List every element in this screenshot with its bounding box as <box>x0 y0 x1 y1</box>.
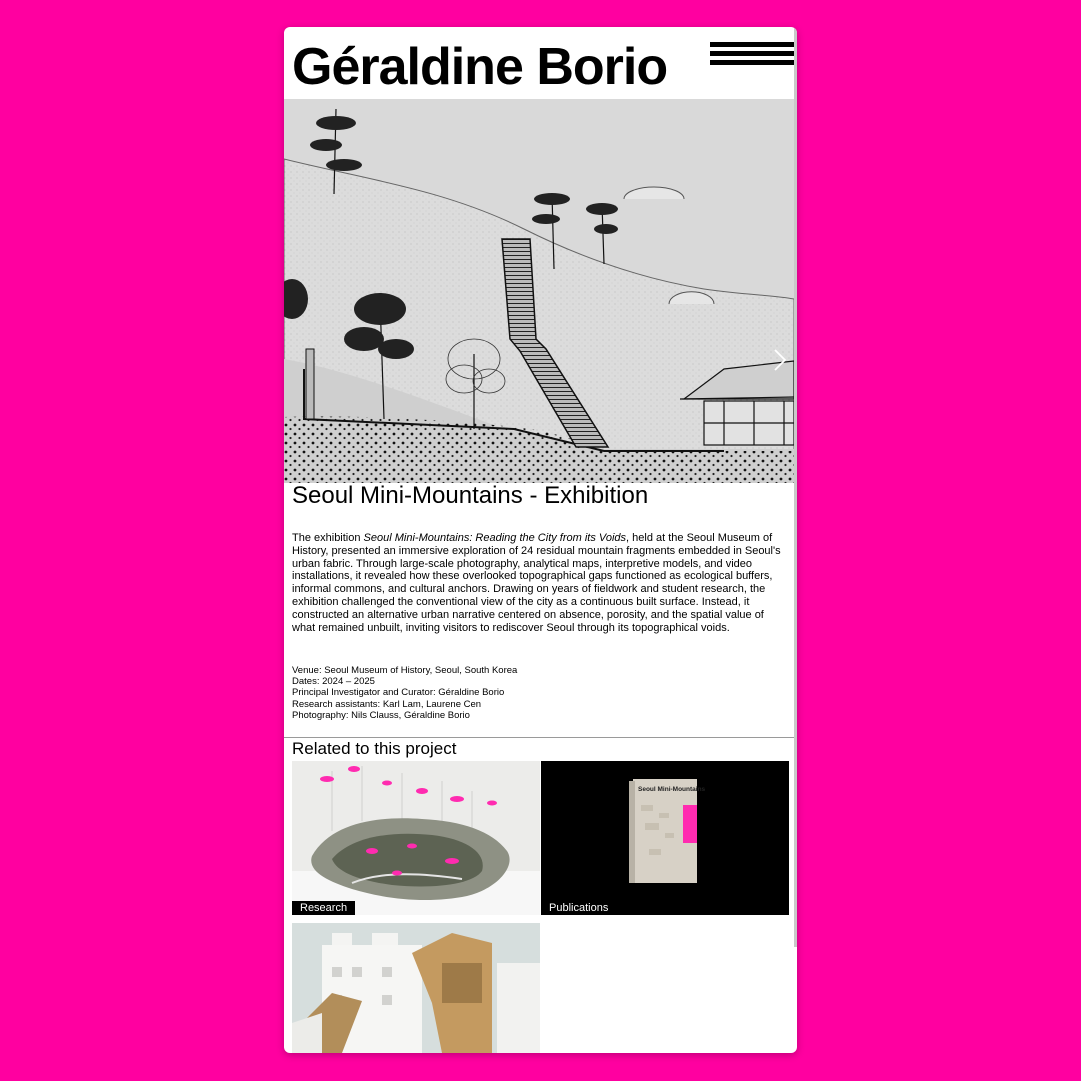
publication-book-image <box>541 761 789 915</box>
related-card-research[interactable] <box>292 761 540 915</box>
related-card-publications[interactable] <box>541 761 789 915</box>
research-map-image <box>292 761 540 915</box>
menu-bar-top <box>710 42 796 47</box>
credit-venue: Venue: Seoul Museum of History, Seoul, South Korea <box>292 665 518 676</box>
credit-dates: Dates: 2024 – 2025 <box>292 676 375 688</box>
browser-viewport <box>284 27 797 1053</box>
credit-research-assistants: Research assistants: Karl Lam, Laurene Cen <box>292 698 482 710</box>
menu-bar-bottom <box>710 60 796 65</box>
credit-curator: Principal Investigator and Curator: Géraldine Borio <box>292 687 505 699</box>
credit-photography: Photography: Nils Clauss, Géraldine Borio <box>292 709 470 721</box>
related-card-model[interactable] <box>292 923 540 1053</box>
hamburger-menu-icon[interactable] <box>710 42 796 74</box>
related-card-label[interactable]: Research <box>292 901 355 915</box>
hero-image-slider[interactable] <box>284 99 794 483</box>
related-section-title: Related to this project <box>292 739 457 758</box>
project-credits <box>292 665 788 721</box>
chevron-right-icon[interactable] <box>772 347 788 373</box>
scrollbar[interactable] <box>794 27 797 947</box>
hero-drawing <box>284 99 794 483</box>
site-header <box>284 27 797 99</box>
menu-bar-middle <box>710 51 796 56</box>
project-title: Seoul Mini-Mountains - Exhibition <box>292 482 649 509</box>
description-body: , held at the Seoul Museum of History, presented an immersive exploration of 24 residual mountain fragments embedded in Seoul's urban fabric. Through large-scale photography, analytical maps, interpretive models, and video installations, it revealed how these overlooked topographical gaps functioned as ecological buffers, informal commons, and cultural anchors. Drawing on years of fieldwork and student research, the exhibition challenged the conventional view of the city as a continuous built surface. Instead, it constructed an alternative urban narrative centered on absence, porosity, and the spatial value of what remained unbuilt, inviting visitors to rediscover Seoul through its topographical voids. <box>292 532 781 634</box>
architectural-model-image <box>292 923 540 1053</box>
site-title[interactable]: Géraldine Borio <box>292 38 668 96</box>
project-description <box>292 532 788 634</box>
description-exhibition-title: Seoul Mini-Mountains: Reading the City from its Voids <box>363 532 627 544</box>
related-card-label[interactable]: Publications <box>541 901 616 915</box>
book-cover-title: Seoul Mini-Mountains <box>638 786 706 793</box>
description-intro: The exhibition <box>292 532 364 544</box>
